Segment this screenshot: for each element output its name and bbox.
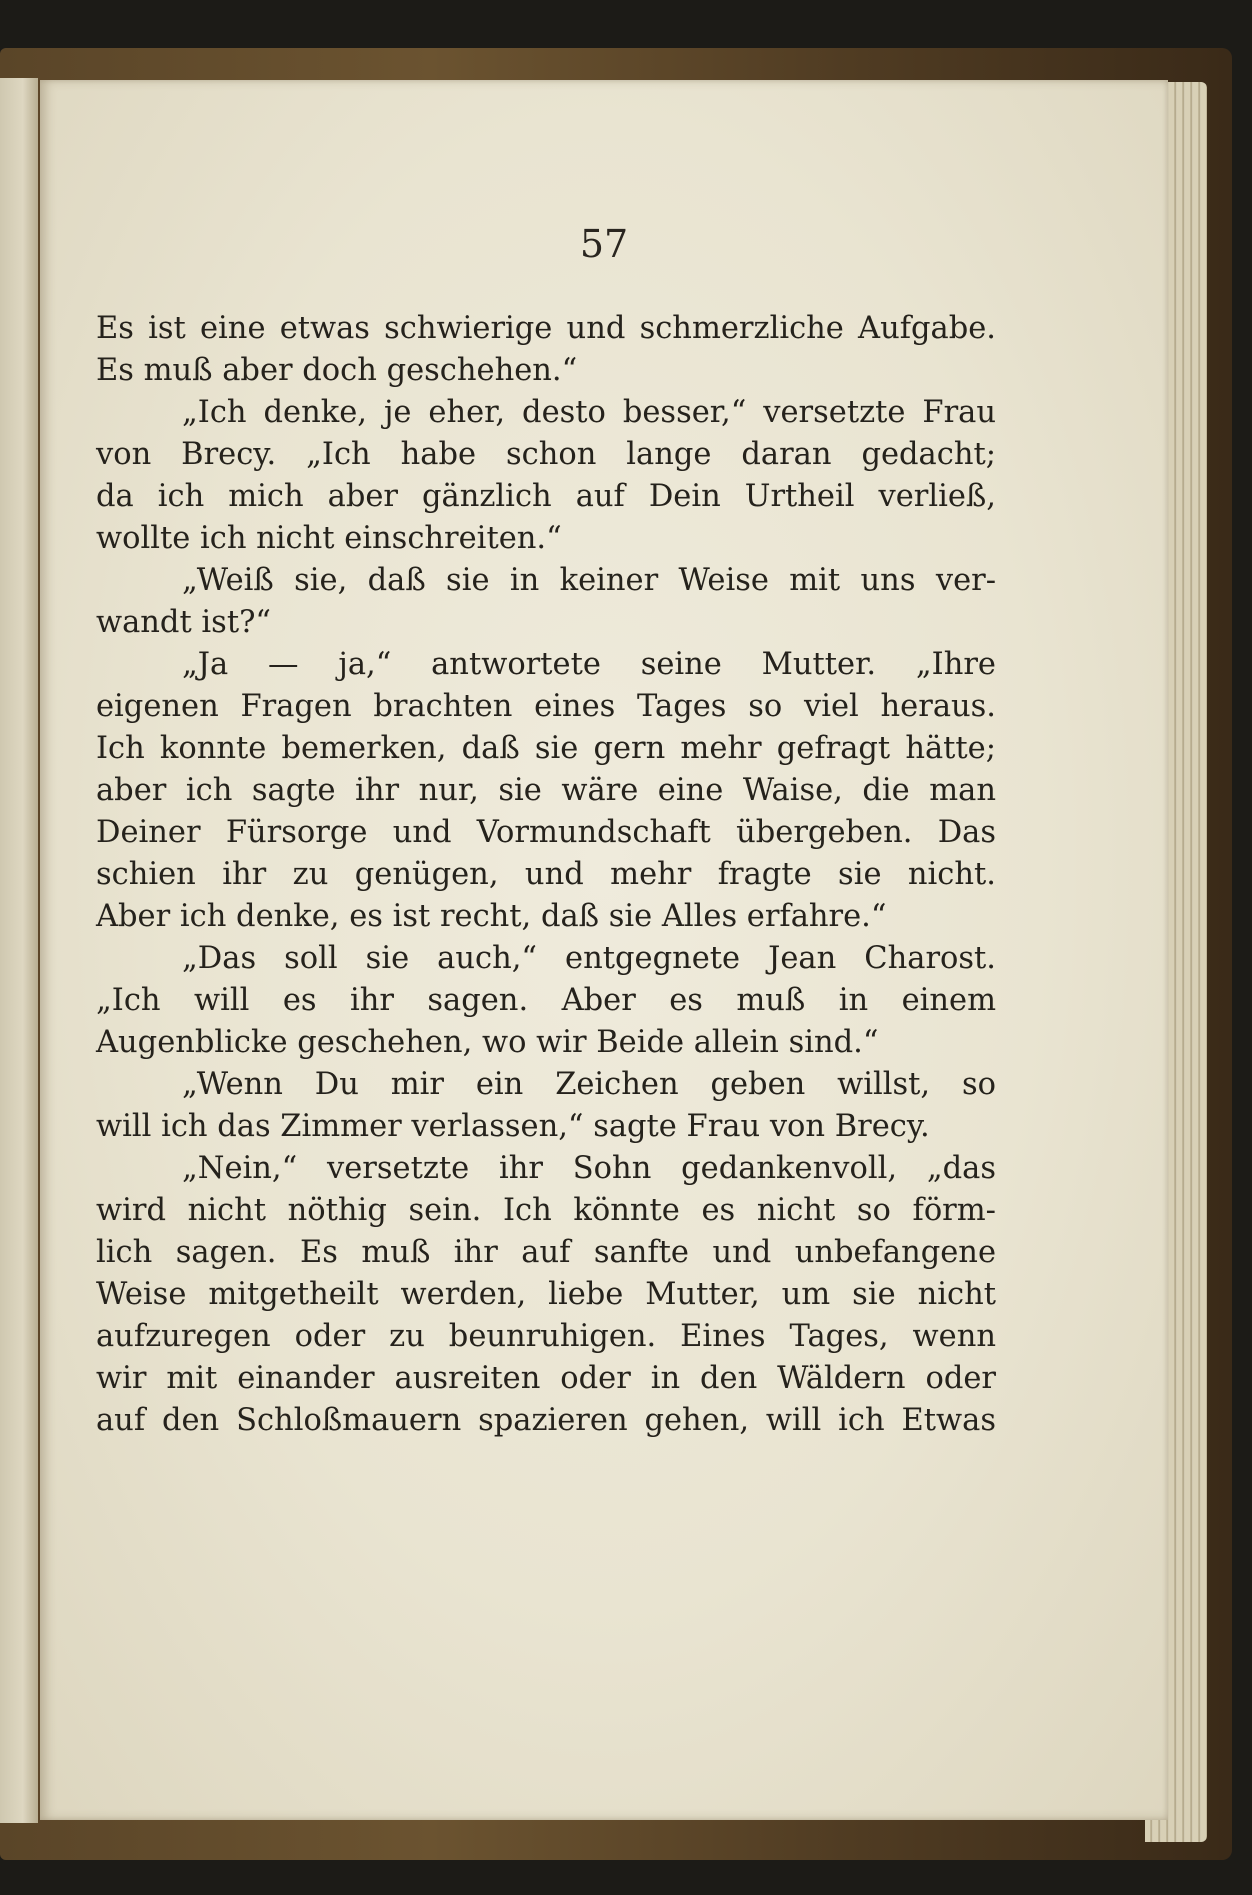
book-page	[40, 80, 1168, 1820]
text-line: „Wenn Du mir ein Zeichen geben willst, so	[182, 1067, 996, 1102]
text-line: Deiner Fürsorge und Vormundschaft übergeben. Das	[96, 815, 996, 850]
text-line: eigenen Fragen brachten eines Tages so viel heraus.	[96, 689, 996, 724]
text-line: Augenblicke geschehen, wo wir Beide allein sind.“	[96, 1025, 879, 1060]
previous-page-edge	[0, 78, 38, 1823]
text-line: Es muß aber doch geschehen.“	[96, 353, 578, 388]
text-line: aufzuregen oder zu beunruhigen. Eines Tages, wenn	[96, 1319, 996, 1354]
text-line: aber ich sagte ihr nur, sie wäre eine Waise, die man	[96, 773, 996, 808]
text-line: wird nicht nöthig sein. Ich könnte es nicht so förm-	[96, 1193, 996, 1228]
text-line: will ich das Zimmer verlassen,“ sagte Frau von Brecy.	[96, 1109, 930, 1144]
text-line: Es ist eine etwas schwierige und schmerzliche Aufgabe.	[96, 311, 996, 346]
text-line: wollte ich nicht einschreiten.“	[96, 521, 562, 556]
text-line: Ich konnte bemerken, daß sie gern mehr gefragt hätte;	[96, 731, 996, 766]
text-line: „Ich will es ihr sagen. Aber es muß in einem	[96, 983, 996, 1018]
text-line: Aber ich denke, es ist recht, daß sie Alles erfahre.“	[96, 899, 887, 934]
text-line: „Das soll sie auch,“ entgegnete Jean Charost.	[182, 941, 996, 976]
text-line: Weise mitgetheilt werden, liebe Mutter, um sie nicht	[96, 1277, 996, 1312]
text-line: auf den Schloßmauern spazieren gehen, will ich Etwas	[96, 1403, 996, 1438]
text-line: „Nein,“ versetzte ihr Sohn gedankenvoll, „das	[182, 1151, 996, 1186]
text-line: da ich mich aber gänzlich auf Dein Urtheil verließ,	[96, 479, 996, 514]
text-line: wir mit einander ausreiten oder in den Wäldern oder	[96, 1361, 996, 1396]
text-line: „Weiß sie, daß sie in keiner Weise mit uns ver-	[182, 563, 996, 598]
text-line: lich sagen. Es muß ihr auf sanfte und unbefangene	[96, 1235, 996, 1270]
text-line: „Ja — ja,“ antwortete seine Mutter. „Ihre	[182, 647, 996, 682]
text-line: schien ihr zu genügen, und mehr fragte sie nicht.	[96, 857, 996, 892]
page-number: 57	[579, 222, 629, 266]
text-line: wandt ist?“	[96, 605, 272, 640]
page-text	[96, 308, 996, 1442]
text-line: „Ich denke, je eher, desto besser,“ versetzte Frau	[182, 395, 996, 430]
text-line: von Brecy. „Ich habe schon lange daran gedacht;	[96, 437, 996, 472]
